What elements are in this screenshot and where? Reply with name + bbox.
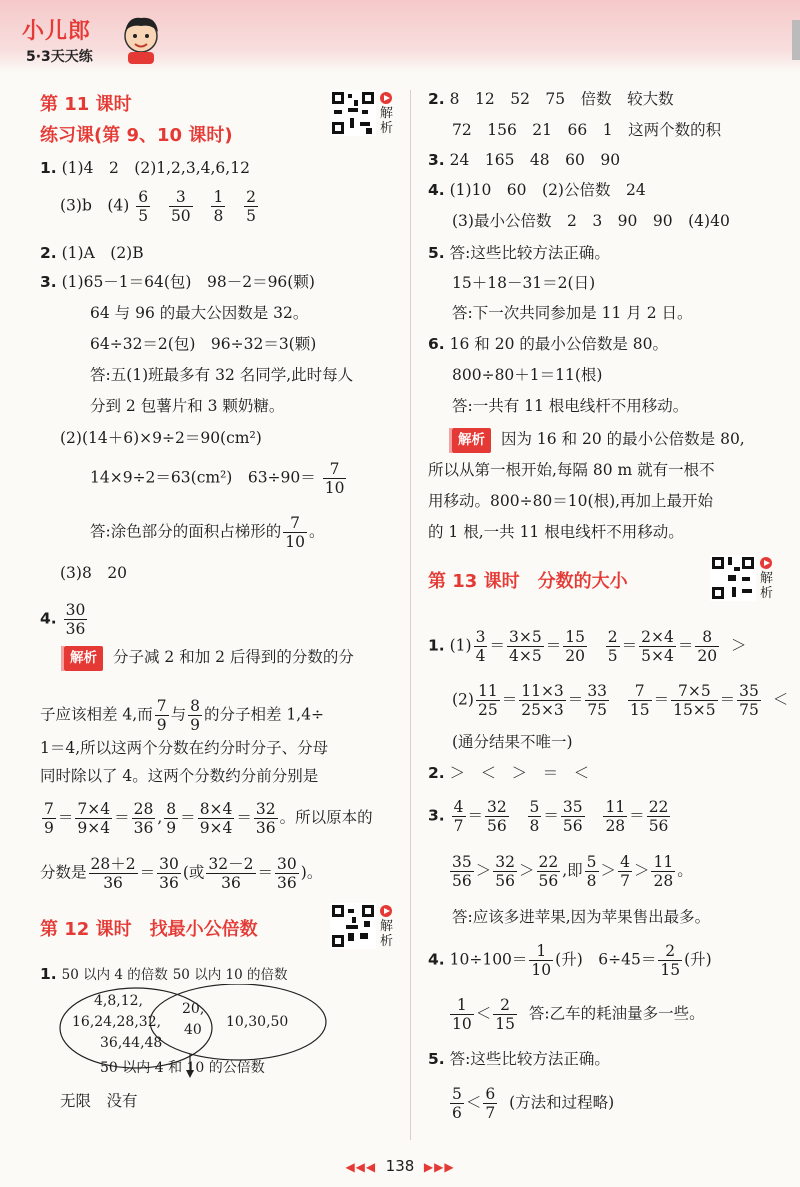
qnum: 1. [428, 636, 445, 655]
compare-sign: ＞ [730, 636, 747, 655]
play-icon[interactable] [760, 557, 772, 569]
qnum: 3. [40, 273, 57, 291]
venn-left-text: 4,8,12, [94, 993, 143, 1009]
fraction: $\frac{5}{6}$ [452, 1085, 462, 1122]
answer-text: (升) [684, 950, 712, 969]
analysis-text: 用移动。800÷80＝10(根),再加上最开始 [428, 492, 714, 510]
brand-logo [22, 12, 172, 72]
l13-q1-line2: (2) $\frac{11}{25}$ ＝ $\frac{11\times 3}{25\times 3}$ ＝ $\frac{33}{75}$ $\frac{7}{15}$ ＝ $\frac{7\times 5}{15\times 5}$ ＝ $\frac{35}{75}$ ＜ [452, 682, 789, 719]
fraction: $\frac{2}{5}$ [246, 188, 256, 225]
lesson11-subtitle: 练习课(第 9、10 课时) [40, 125, 233, 146]
side-tab [792, 20, 800, 60]
q6-line1 [428, 333, 668, 355]
page-number-text: 138 [385, 1157, 415, 1175]
analysis-text: 的 1 根,一共 11 根电线杆不用移动。 [428, 523, 684, 541]
fraction: $\frac{1}{10}$ [531, 942, 552, 979]
lesson12-title: 第 12 课时 找最小公倍数 [40, 919, 258, 940]
compare-sign: ＜ [772, 690, 789, 709]
answer-text: 8 12 52 75 倍数 较大数 [449, 90, 674, 108]
analysis-text: (或 [182, 863, 205, 882]
right-arrows-icon: ▶▶▶ [423, 1160, 455, 1174]
answer-text: 答:这些比较方法正确。 [449, 1050, 610, 1068]
fraction: $\frac{5}{8}$ [586, 853, 597, 890]
answer-text: 答:应该多进苹果,因为苹果售出最多。 [452, 908, 711, 926]
qnum: 6. [428, 335, 445, 353]
qr-label: 解析 [760, 571, 774, 601]
fraction: $\frac{1}{10}$ [452, 996, 472, 1033]
play-icon[interactable] [380, 905, 392, 917]
l13-q4-line2: $\frac{1}{10}$ ＜ $\frac{2}{15}$ 答:乙车的耗油量多一些。 [452, 996, 705, 1033]
q2-line [40, 242, 144, 264]
analysis-text: 。所以原本的 [279, 808, 373, 827]
fraction: $\frac{11}{25}$ [477, 682, 498, 719]
answer-text: 答:一共有 11 根电线杆不用移动。 [452, 397, 689, 415]
venn-label-left: 50 以内 4 的倍数 [61, 967, 168, 983]
fraction: $\frac{8}{9}$ [190, 697, 200, 734]
qnum: 2. [40, 244, 57, 262]
fraction: $\frac{8}{9}$ [166, 800, 177, 837]
analysis-text: 因为 16 和 20 的最小公倍数是 80, [501, 430, 745, 448]
brand-line1: 小儿郎 [22, 19, 92, 44]
analysis-text: )。 [300, 863, 323, 882]
answer-text: (1)4 2 (2)1,2,3,4,6,12 [61, 159, 250, 177]
analysis-line5: $\frac{7}{9}$ ＝ $\frac{7\times 4}{9\times 4}$ ＝ $\frac{28}{36}$ , $\frac{8}{9}$ ＝ $\frac{8\times 4}{9\times 4}$ ＝ $\frac{32}{36}$ 。所以原本的 [44, 800, 373, 837]
fraction: $\frac{28}{36}$ [133, 800, 154, 837]
qr-code-icon[interactable] [710, 555, 756, 601]
venn-right-text: 10,30,50 [226, 1014, 289, 1030]
fraction: $\frac{1}{8}$ [213, 188, 224, 225]
analysis-text: 与 [170, 705, 187, 724]
analysis-text: 的分子相差 1,4÷ [203, 705, 325, 724]
brand-line2: 5·3天天练 [26, 49, 93, 65]
q4-line [40, 601, 89, 638]
analysis-text: 所以从第一根开始,每隔 80 m 就有一根不 [428, 461, 715, 479]
answer-text: 64÷32＝2(包) 96÷32＝3(颗) [90, 335, 317, 353]
fraction: $\frac{22}{56}$ [538, 853, 559, 890]
qnum: 1. [40, 965, 57, 983]
fraction: $\frac{7\times 4}{9\times 4}$ [77, 800, 111, 837]
answer-text: 答:这些比较方法正确。 [449, 244, 610, 262]
answer-text: 答:五(1)班最多有 32 名同学,此时每人 [90, 366, 354, 384]
answer-text: (升) 6÷45＝ [555, 950, 657, 969]
answer-text: 分到 2 包薯片和 3 颗奶糖。 [90, 397, 285, 415]
analysis-line2 [40, 697, 324, 734]
fraction: $\frac{7}{9}$ [44, 800, 54, 837]
mascot-icon [118, 12, 164, 66]
fraction: $\frac{2}{15}$ [495, 996, 515, 1033]
fraction: $\frac{22}{56}$ [648, 798, 669, 835]
fraction: $\frac{7}{10}$ [324, 460, 345, 497]
analysis-text: 子应该相差 4,而 [40, 705, 153, 724]
venn-left-text: 16,24,28,32, [72, 1014, 162, 1030]
answer-text: (2)(14＋6)×9÷2＝90(cm²) [60, 429, 262, 447]
fraction: $\frac{35}{56}$ [562, 798, 583, 835]
q3-line7 [90, 460, 348, 497]
fraction: $\frac{6}{5}$ [138, 188, 149, 225]
fraction: $\frac{11}{28}$ [605, 798, 626, 835]
qnum: 5. [428, 1050, 445, 1068]
analysis-text: 分数是 [40, 863, 87, 882]
answer-text: 16 和 20 的最小公倍数是 80。 [449, 335, 669, 353]
q1-line1 [40, 157, 250, 179]
analysis-tag: 解析 [64, 646, 103, 671]
q2-line1 [428, 88, 674, 110]
lesson13-title: 第 13 课时 分数的大小 [428, 571, 628, 592]
answer-text: (3)8 20 [60, 564, 128, 582]
answer-text: 64 与 96 的最大公因数是 32。 [90, 304, 309, 322]
answer-text: 答:下一次共同参加是 11 月 2 日。 [452, 304, 693, 322]
analysis2-line1 [452, 428, 745, 453]
play-icon[interactable] [380, 92, 392, 104]
answer-text: 24 165 48 60 90 [449, 151, 621, 169]
fraction: $\frac{5}{8}$ [529, 798, 540, 835]
qnum: 3. [428, 806, 445, 825]
answer-text: (3)最小公倍数 2 3 90 90 (4)40 [452, 212, 730, 230]
l13-q5-line2: $\frac{5}{6}$ ＜ $\frac{6}{7}$ (方法和过程略) [452, 1085, 615, 1122]
q1-venn-labels [40, 963, 287, 986]
qr-label: 解析 [380, 919, 394, 949]
fraction: $\frac{28+2}{36}$ [90, 855, 136, 892]
answer-text: (1)10 60 (2)公倍数 24 [449, 181, 646, 199]
fraction: $\frac{32}{56}$ [487, 798, 507, 835]
fraction: $\frac{30}{36}$ [277, 855, 297, 892]
fraction: $\frac{32}{36}$ [255, 800, 276, 837]
fraction: $\frac{30}{36}$ [65, 601, 86, 638]
qnum: 1. [40, 159, 57, 177]
analysis-text: 同时除以了 4。这两个分数约分前分别是 [40, 767, 319, 785]
l13-q5-line1 [428, 1048, 610, 1070]
analysis-line6: 分数是 $\frac{28+2}{36}$ ＝ $\frac{30}{36}$ (或 $\frac{32-2}{36}$ ＝ $\frac{30}{36}$ )。 [40, 855, 323, 892]
fraction: $\frac{11\times 3}{25\times 3}$ [521, 682, 564, 719]
fraction: $\frac{35}{75}$ [739, 682, 759, 719]
answer-text: (方法和过程略) [509, 1093, 615, 1112]
answer-text: (1)65－1＝64(包) 98－2＝96(颗) [61, 273, 315, 291]
punct: 。 [308, 522, 325, 541]
column-divider [410, 90, 411, 1140]
answer-text: 无限 没有 [60, 1092, 138, 1110]
fraction: $\frac{33}{75}$ [587, 682, 608, 719]
answer-text: 72 156 21 66 1 这两个数的积 [452, 121, 722, 139]
q5-line1 [428, 242, 610, 264]
q1-line2 [60, 188, 260, 225]
fraction: $\frac{2}{5}$ [607, 628, 618, 665]
fraction: $\frac{7}{15}$ [629, 682, 650, 719]
answer-text: 答:涂色部分的面积占梯形的 [90, 522, 282, 541]
qr-label: 解析 [380, 106, 394, 136]
fraction: $\frac{2}{15}$ [660, 942, 681, 979]
qr-code-icon[interactable] [330, 903, 376, 949]
qnum: 2. [428, 764, 445, 782]
venn-caption: 50 以内 4 和 10 的公倍数 [100, 1060, 265, 1076]
qnum: 4. [428, 181, 445, 199]
qr-code-icon[interactable] [330, 90, 376, 136]
fraction: $\frac{3\times 5}{4\times 5}$ [508, 628, 542, 665]
answer-text: 答:乙车的耗油量多一些。 [528, 1004, 705, 1023]
venn-mid-text: 20, [182, 1001, 205, 1017]
venn-mid-text: 40 [184, 1022, 202, 1038]
analysis-text: 分子减 2 和加 2 后得到的分数的分 [113, 648, 354, 666]
l13-q3-line1: 3. $\frac{4}{7}$ ＝ $\frac{32}{56}$ $\frac{5}{8}$ ＝ $\frac{35}{56}$ $\frac{11}{28}$ ＝ $\frac{22}{56}$ [428, 798, 669, 835]
fraction: $\frac{6}{7}$ [485, 1085, 496, 1122]
answer-text: ,即 [562, 861, 583, 880]
fraction: $\frac{32-2}{36}$ [208, 855, 254, 892]
q3-line8 [90, 514, 324, 551]
answer-text: (通分结果不唯一) [452, 733, 573, 751]
fraction: $\frac{7\times 5}{15\times 5}$ [673, 682, 716, 719]
venn-label-right: 50 以内 10 的倍数 [172, 967, 288, 983]
answer-text: 15＋18－31＝2(日) [452, 274, 596, 292]
l13-q2-line [428, 762, 589, 784]
fraction: $\frac{32}{56}$ [495, 853, 515, 890]
answer-text: 10÷100＝ [449, 950, 528, 969]
fraction: $\frac{3}{50}$ [170, 188, 191, 225]
fraction: $\frac{11}{28}$ [653, 853, 674, 890]
fraction: $\frac{4}{7}$ [620, 853, 630, 890]
fraction: $\frac{8\times 4}{9\times 4}$ [199, 800, 233, 837]
answer-text: 14×9÷2＝63(cm²) 63÷90＝ [90, 468, 316, 487]
analysis-tag: 解析 [452, 428, 491, 453]
qnum: 4. [428, 950, 445, 969]
l13-q4-line1 [428, 942, 712, 979]
fraction: $\frac{2\times 4}{5\times 4}$ [641, 628, 674, 665]
fraction: $\frac{4}{7}$ [453, 798, 464, 835]
analysis-line1 [64, 646, 354, 671]
q4-line1 [428, 179, 646, 201]
answer-text: ＞ ＜ ＞ ＝ ＜ [449, 764, 590, 782]
qnum: 4. [40, 609, 57, 628]
fraction: $\frac{7}{9}$ [156, 697, 167, 734]
venn-left-text: 36,44,48 [100, 1035, 163, 1051]
left-arrows-icon: ◀◀◀ [345, 1160, 377, 1174]
l13-q1-line1: 1. (1) $\frac{3}{4}$ ＝ $\frac{3\times 5}{4\times 5}$ ＝ $\frac{15}{20}$ $\frac{2}{5}$ ＝ $\frac{2\times 4}{5\times 4}$ ＝ $\frac{8}{20}$ ＞ [428, 628, 747, 665]
analysis-text: 1＝4,所以这两个分数在约分时分子、分母 [40, 739, 329, 757]
q3-line [428, 149, 620, 171]
page-number [0, 1157, 800, 1175]
qnum: 3. [428, 151, 445, 169]
answer-text: 800÷80＋1＝11(根) [452, 366, 603, 384]
lesson11-title: 第 11 课时 [40, 94, 132, 115]
answer-text: (3)b (4) [60, 196, 130, 215]
fraction: $\frac{15}{20}$ [565, 628, 585, 665]
q3-line1 [40, 271, 315, 293]
fraction: $\frac{35}{56}$ [452, 853, 472, 890]
qnum: 2. [428, 90, 445, 108]
qnum: 5. [428, 244, 445, 262]
answer-text: (1)A (2)B [61, 244, 144, 262]
fraction: $\frac{8}{20}$ [697, 628, 718, 665]
fraction: $\frac{7}{10}$ [285, 514, 305, 551]
fraction: $\frac{3}{4}$ [475, 628, 486, 665]
l13-q3-line2: $\frac{35}{56}$ ＞ $\frac{32}{56}$ ＞ $\frac{22}{56}$ ,即 $\frac{5}{8}$ ＞ $\frac{4}{7}$ ＞ $\frac{11}{28}$ 。 [452, 853, 693, 890]
fraction: $\frac{30}{36}$ [159, 855, 179, 892]
